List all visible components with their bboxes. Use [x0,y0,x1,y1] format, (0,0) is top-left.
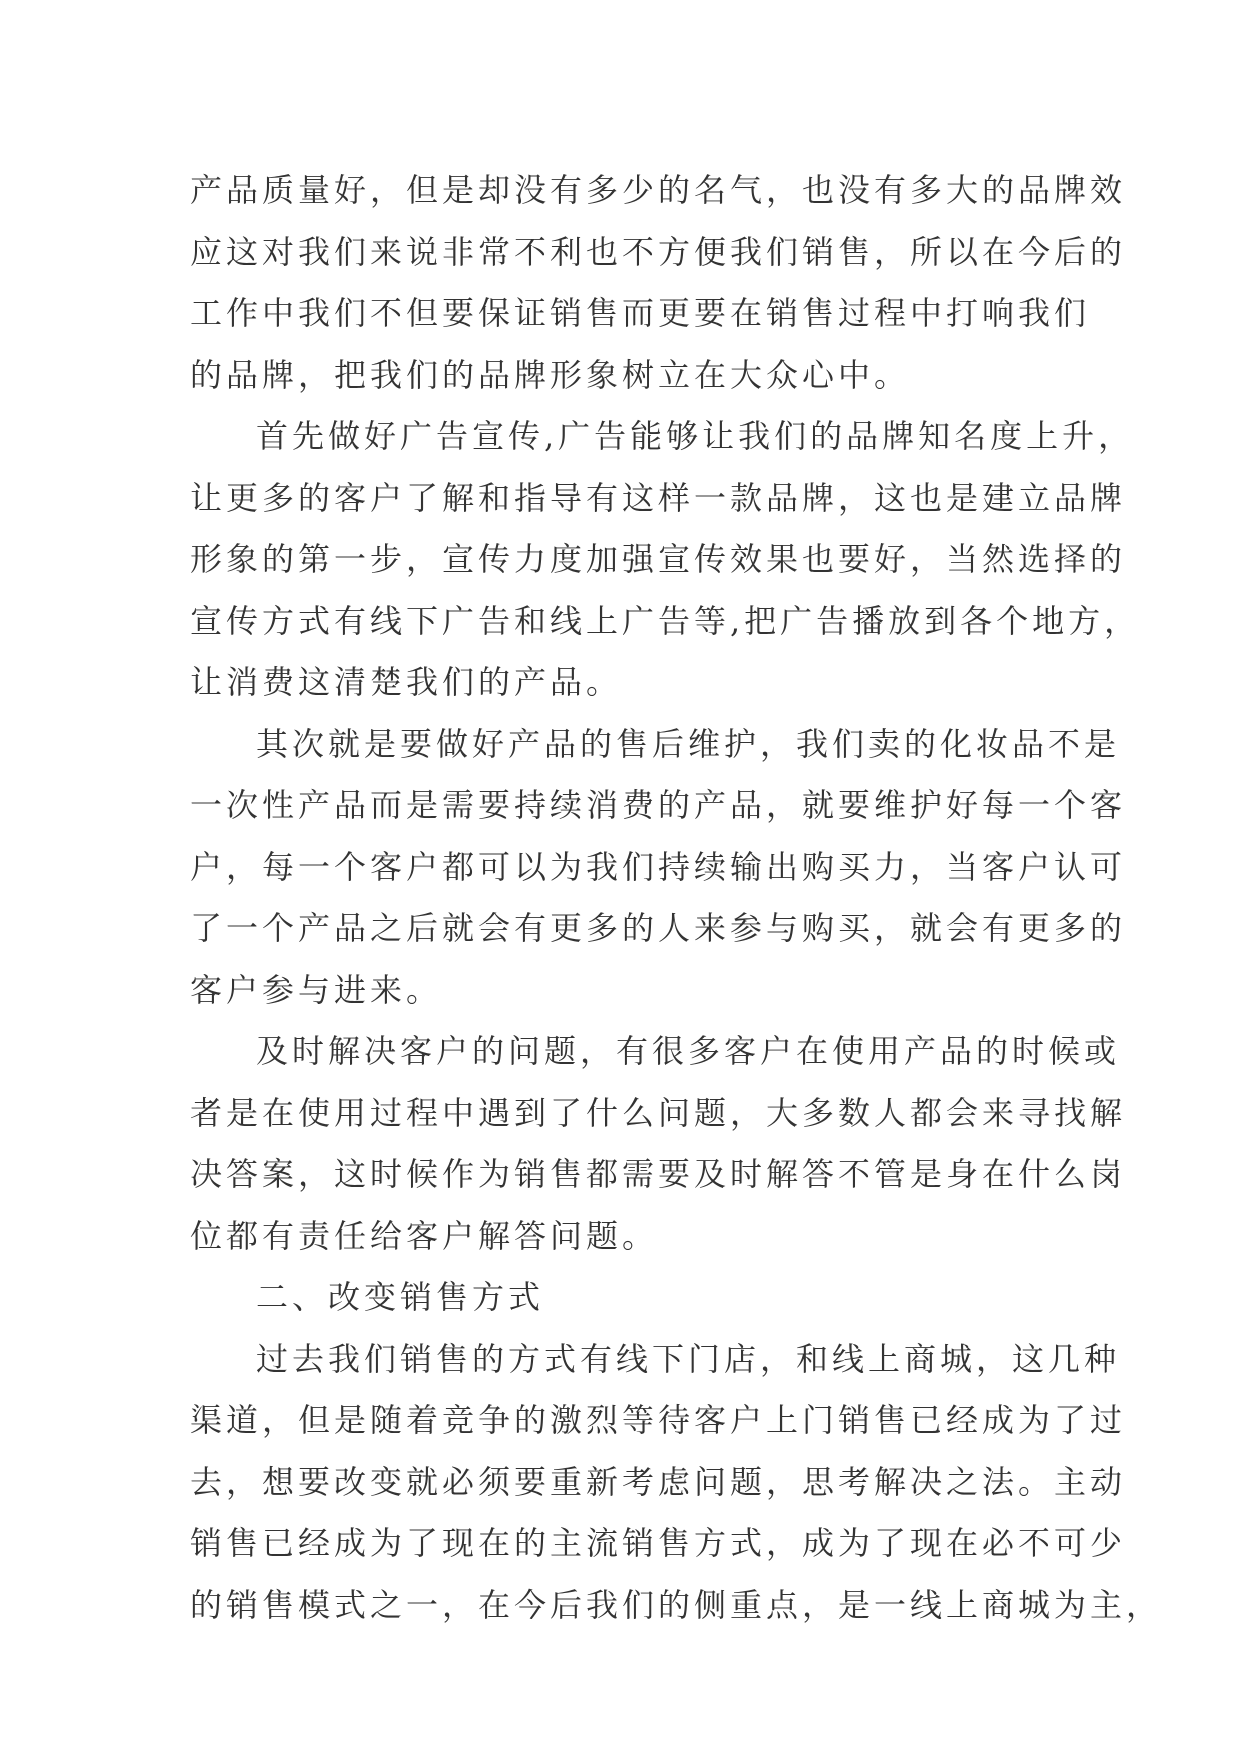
paragraph [190,1267,1052,1329]
paragraph [190,160,1127,406]
text-line: 了一个产品之后就会有更多的人来参与购买，就会有更多的 [190,909,1127,947]
text-line: 宣传方式有线下广告和线上广告等,把广告播放到各个地方， [190,601,1141,640]
paragraph [190,1329,1163,1637]
text-line: 让消费这清楚我们的产品。 [190,663,623,701]
text-line: 渠道，但是随着竞争的激烈等待客户上门销售已经成为了过 [190,1401,1127,1439]
text-line: 销售已经成为了现在的主流销售方式，成为了现在必不可少 [190,1524,1127,1562]
text-line: 的品牌，把我们的品牌形象树立在大众心中。 [190,355,911,394]
text-line: 去，想要改变就必须要重新考虑问题，思考解决之法。主动 [190,1462,1127,1501]
text-line: 一次性产品而是需要持续消费的产品，就要维护好每一个客 [190,786,1127,824]
paragraph [190,406,1141,714]
text-line: 工作中我们不但要保证销售而更要在销售过程中打响我们 [190,294,1091,332]
text-line: 让更多的客户了解和指导有这样一款品牌，这也是建立品牌 [190,478,1127,517]
text-line: 其次就是要做好产品的售后维护，我们卖的化妆品不是 [256,724,1121,763]
text-line: 客户参与进来。 [190,970,443,1009]
text-line: 过去我们销售的方式有线下门店，和线上商城，这几种 [256,1339,1121,1378]
text-line: 及时解决客户的问题，有很多客户在使用产品的时候或 [256,1032,1121,1070]
document-body [190,160,1163,1636]
text-line: 应这对我们来说非常不利也不方便我们销售，所以在今后的 [190,232,1127,271]
text-line: 的销售模式之一，在今后我们的侧重点，是一线上商城为主， [190,1585,1163,1624]
text-line: 形象的第一步，宣传力度加强宣传效果也要好，当然选择的 [190,540,1127,578]
text-line: 产品质量好，但是却没有多少的名气，也没有多大的品牌效 [190,171,1127,209]
text-line: 决答案，这时候作为销售都需要及时解答不管是身在什么岗 [190,1155,1127,1193]
text-line: 户，每一个客户都可以为我们持续输出购买力，当客户认可 [190,847,1127,886]
text-line: 位都有责任给客户解答问题。 [190,1216,659,1255]
text-line: 二、改变销售方式 [256,1278,545,1316]
paragraph [190,1021,1127,1267]
paragraph [190,714,1127,1022]
text-line: 者是在使用过程中遇到了什么问题，大多数人都会来寻找解 [190,1093,1127,1132]
text-line: 首先做好广告宣传,广告能够让我们的品牌知名度上升， [256,417,1135,455]
